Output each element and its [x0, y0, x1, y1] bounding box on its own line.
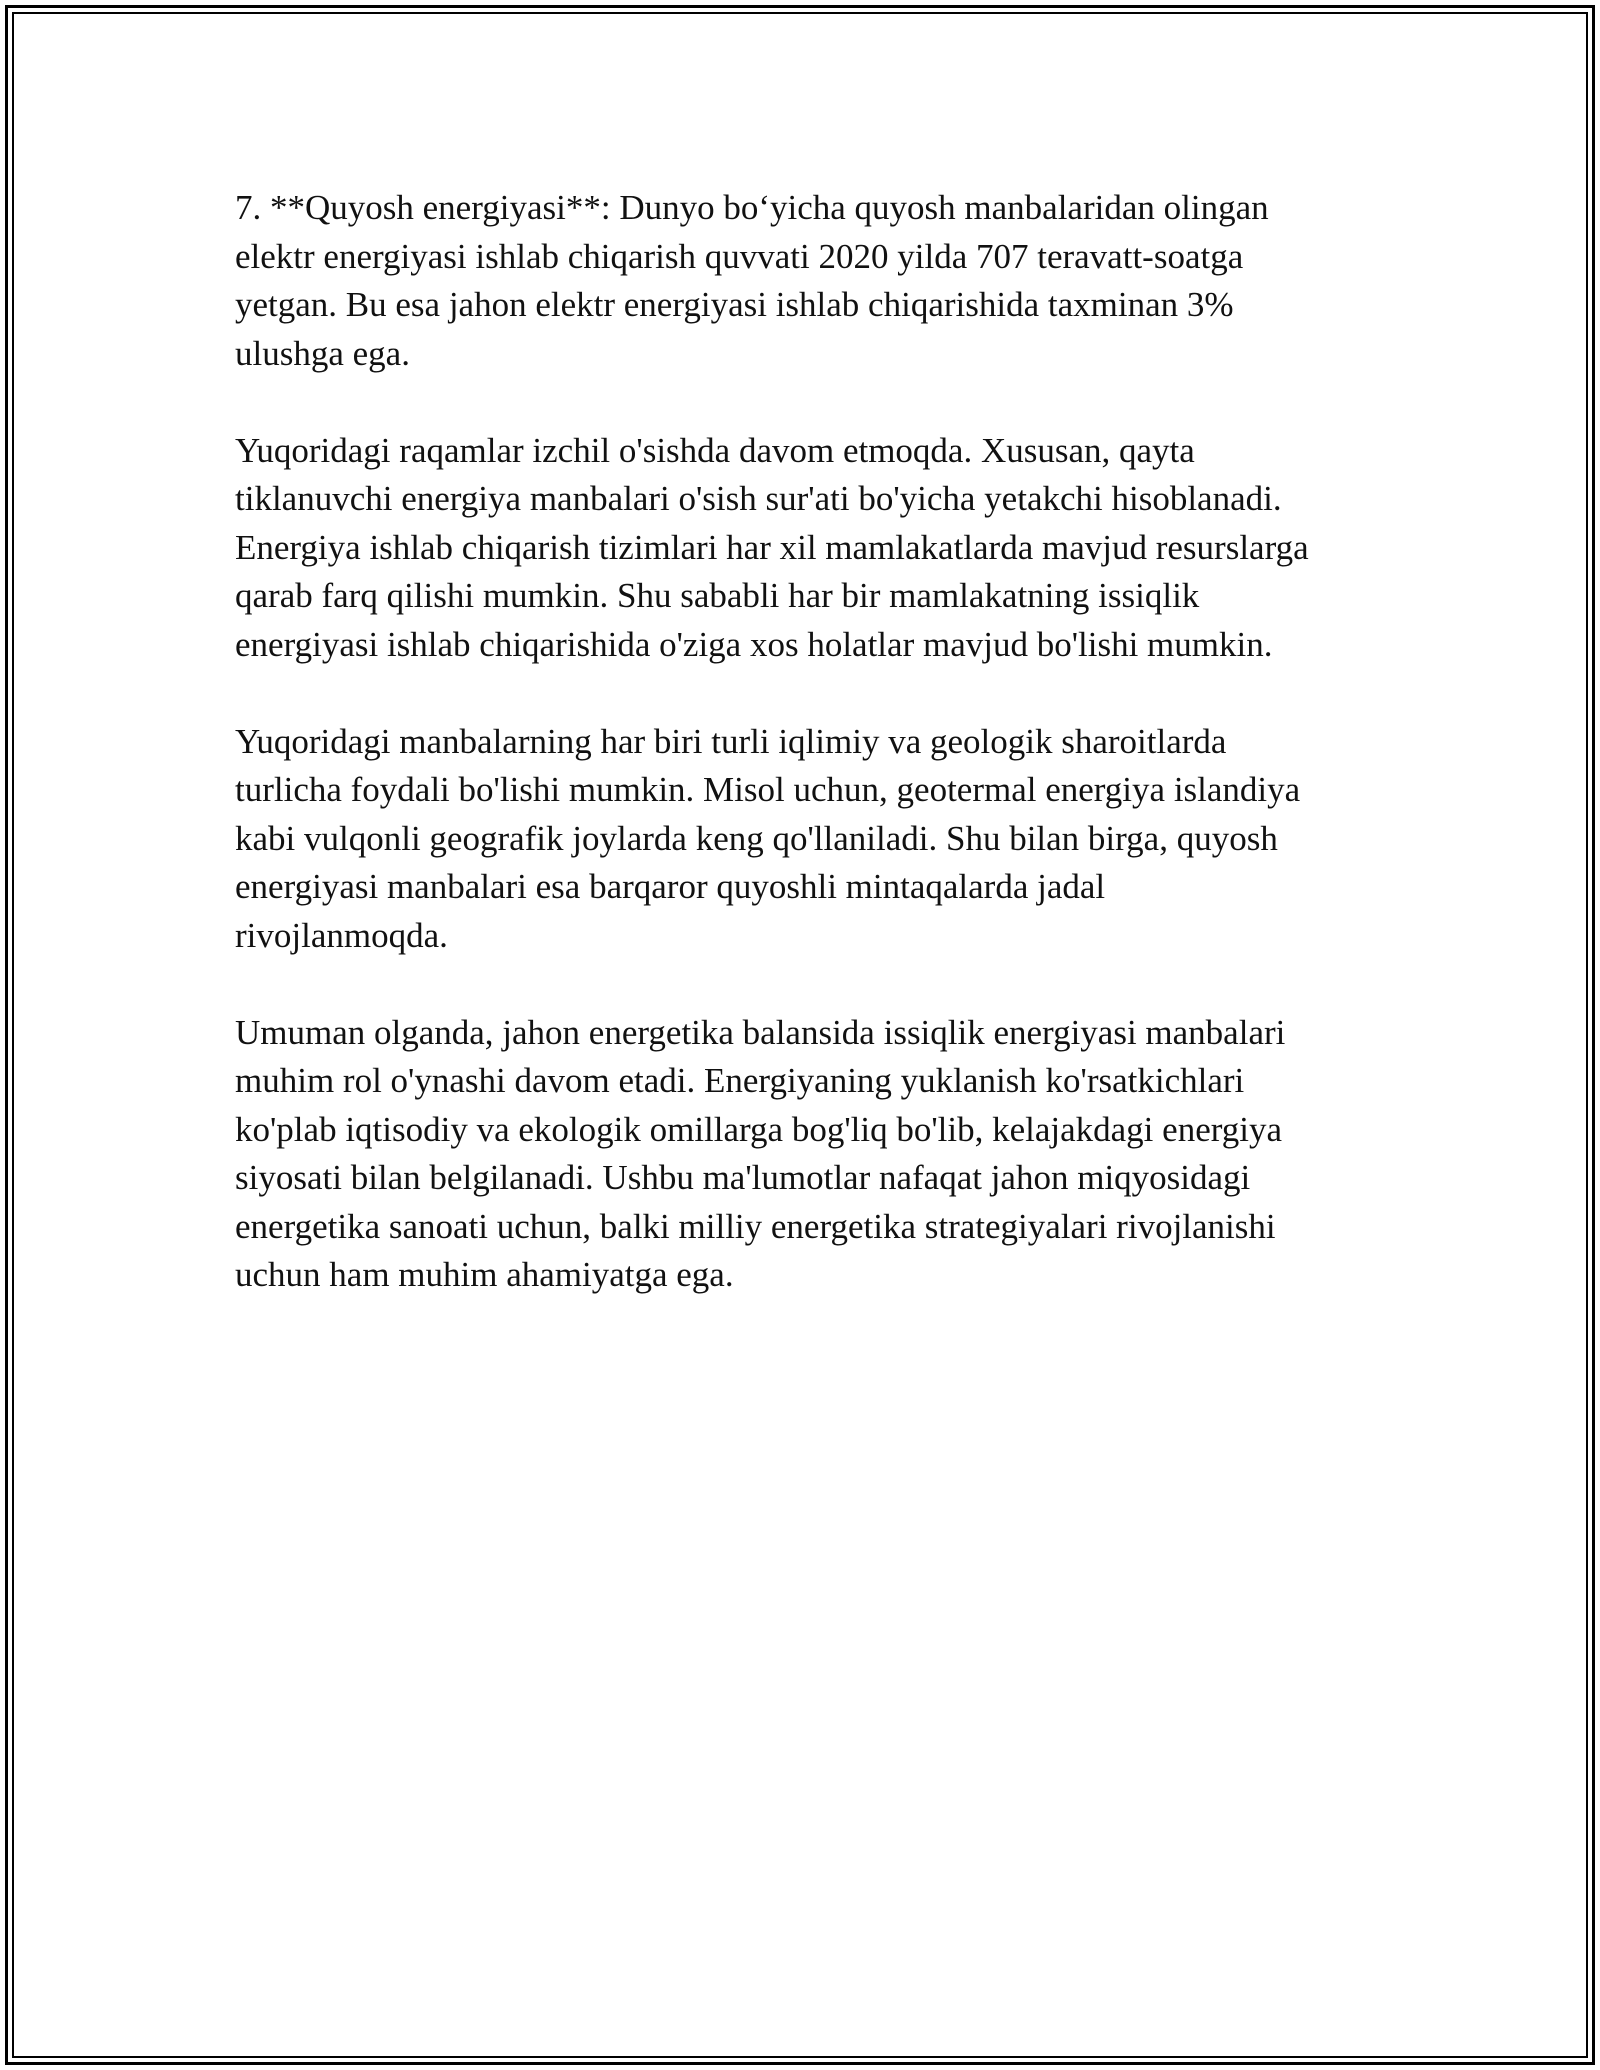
text-line: Umuman olganda, jahon energetika balansida issiqlik energiyasi manbalari	[235, 1012, 1286, 1052]
text-line: yetgan. Bu esa jahon elektr energiyasi ishlab chiqarishida taxminan 3%	[235, 285, 1234, 324]
text-line: ko'plab iqtisodiy va ekologik omillarga bog'liq bo'lib, kelajakdagi energiya	[235, 1109, 1283, 1149]
paragraph-growth-trends	[235, 427, 1375, 670]
text-line: energetika sanoati uchun, balki milliy energetika strategiyalari rivojlanishi	[235, 1206, 1276, 1246]
text-line: uchun ham muhim ahamiyatga ega.	[235, 1255, 734, 1294]
paragraph-regional-conditions	[235, 718, 1375, 961]
text-line: 7. **Quyosh energiyasi**: Dunyo bo‘yicha quyosh manbalaridan olingan	[235, 188, 1269, 227]
paragraph-solar-energy	[235, 184, 1375, 378]
text-line: elektr energiyasi ishlab chiqarish quvvati 2020 yilda 707 teravatt-soatga	[235, 236, 1244, 276]
text-line: Yuqoridagi raqamlar izchil o'sishda davom etmoqda. Xususan, qayta	[235, 430, 1195, 470]
text-line: qarab farq qilishi mumkin. Shu sababli har bir mamlakatning issiqlik	[235, 576, 1200, 615]
text-line: kabi vulqonli geografik joylarda keng qo'llaniladi. Shu bilan birga, quyosh	[235, 818, 1278, 858]
text-line: siyosati bilan belgilanadi. Ushbu ma'lumotlar nafaqat jahon miqyosidagi	[235, 1158, 1251, 1197]
document-body	[235, 184, 1375, 1348]
text-line: Energiya ishlab chiqarish tizimlari har xil mamlakatlarda mavjud resurslarga	[235, 527, 1309, 567]
text-line: rivojlanmoqda.	[235, 915, 448, 955]
text-line: muhim rol o'ynashi davom etadi. Energiyaning yuklanish ko'rsatkichlari	[235, 1061, 1245, 1100]
paragraph-conclusion	[235, 1009, 1375, 1300]
text-line: energiyasi manbalari esa barqaror quyoshli mintaqalarda jadal	[235, 867, 1106, 906]
text-line: energiyasi ishlab chiqarishida o'ziga xos holatlar mavjud bo'lishi mumkin.	[235, 624, 1273, 664]
text-line: ulushga ega.	[235, 333, 410, 373]
text-line: Yuqoridagi manbalarning har biri turli iqlimiy va geologik sharoitlarda	[235, 721, 1227, 761]
text-line: tiklanuvchi energiya manbalari o'sish sur'ati bo'yicha yetakchi hisoblanadi.	[235, 479, 1282, 518]
text-line: turlicha foydali bo'lishi mumkin. Misol uchun, geotermal energiya islandiya	[235, 770, 1301, 809]
